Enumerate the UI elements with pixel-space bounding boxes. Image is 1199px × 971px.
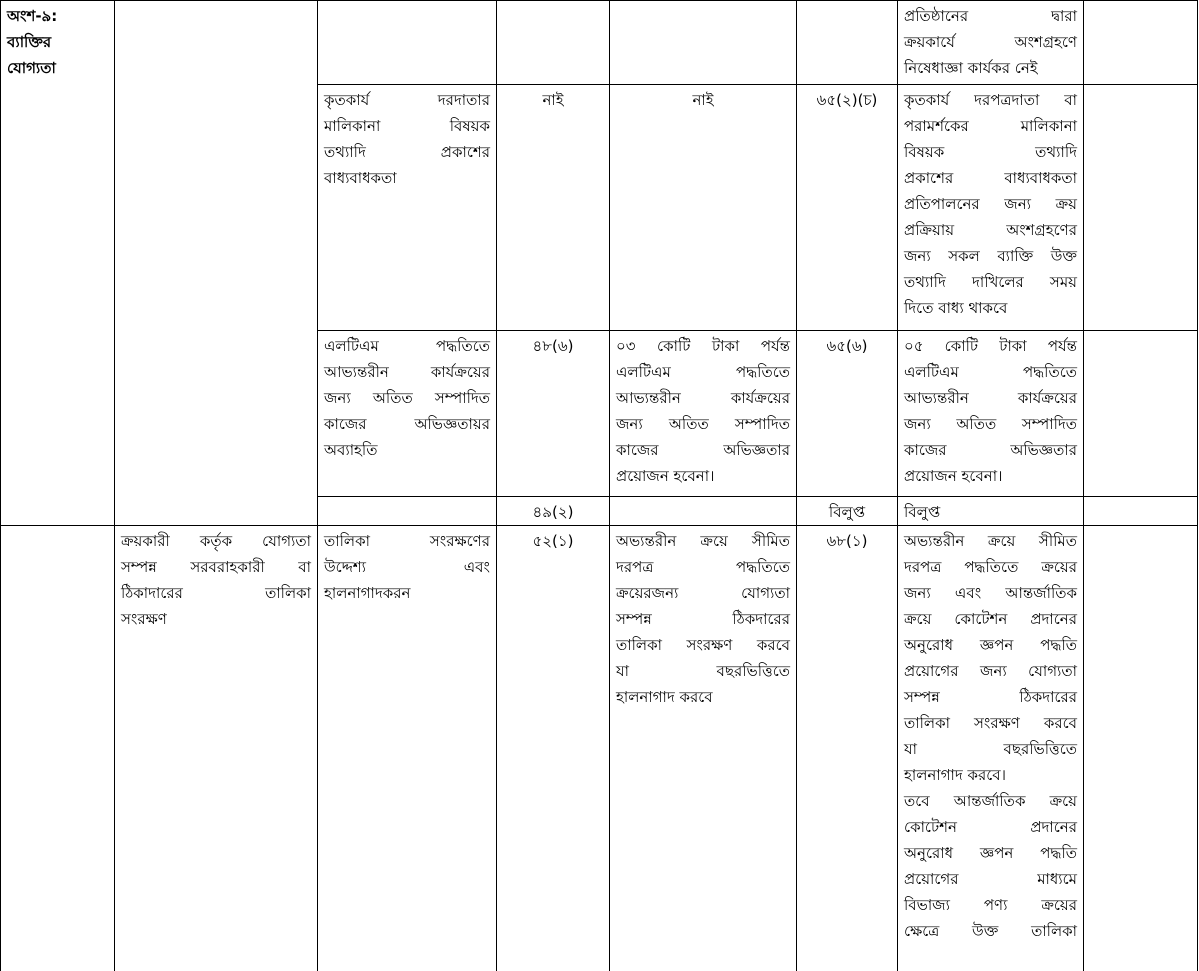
- text-line: ক্ষেত্রে উক্ত তালিকা: [904, 922, 1077, 940]
- old-text-cell: [610, 497, 797, 526]
- text-line: নিষেধাজ্ঞা কার্যকর নেই: [904, 59, 1038, 77]
- text-line: প্রয়োগের মাধ্যমে: [904, 870, 1077, 888]
- text-line: সম্পন্ন সরবরাহকারী বা: [121, 558, 311, 576]
- new-text-cell: [898, 1, 1084, 85]
- remarks-cell: [1084, 1, 1198, 85]
- text-line: কোটেশন প্রদানের: [904, 818, 1077, 836]
- old-rule-cell: [497, 331, 610, 497]
- new-rule-cell: [797, 497, 898, 526]
- topic-cell: [318, 331, 497, 497]
- text-line: অনুরোধ জ্ঞপন পদ্ধতি: [904, 844, 1077, 862]
- text-line: ক্রয়কার্যে অংশগ্রহণে: [904, 33, 1077, 51]
- text-line: ক্রয়ে কোটেশন প্রদানের: [904, 610, 1077, 628]
- text-line: হালনাগাদ করবে: [616, 688, 713, 706]
- text-line: প্রয়োগের জন্য যোগ্যতা: [904, 662, 1077, 680]
- topic-cell: [318, 85, 497, 331]
- text-line: অনুরোধ জ্ঞপন পদ্ধতি: [904, 636, 1077, 654]
- new-rule-cell: [797, 1, 898, 85]
- text-line: প্রয়োজন হবেনা।: [904, 467, 1003, 485]
- table-row: [1, 1, 1198, 85]
- text-line: আভ্যন্তরীন কার্যক্রয়ের: [616, 389, 790, 407]
- text-line: এলটিএম পদ্ধতিতে: [616, 363, 790, 381]
- old-rule-number: ৫২(১): [532, 532, 574, 550]
- text-line: জন্য অতিত সম্পাদিত: [904, 415, 1077, 433]
- old-text-cell: [610, 331, 797, 497]
- topic-cell: [318, 1, 497, 85]
- text-line: জন্য সকল ব্যাক্তি উক্ত: [904, 247, 1077, 265]
- text-line: জন্য অতিত সম্পাদিত: [324, 389, 490, 407]
- text-line: জন্য এবং আন্তর্জাতিক: [904, 584, 1077, 602]
- text-line: হালনাগাদকরন: [324, 584, 411, 602]
- text-line: তথ্যাদি প্রকাশের: [324, 143, 490, 161]
- text-line: তালিকা সংরক্ষণ করবে: [904, 714, 1077, 732]
- new-rule-number: ৬৮(১): [826, 532, 868, 550]
- subject-cell: [115, 1, 318, 526]
- text-line: তালিকা সংরক্ষণ করবে: [616, 636, 790, 654]
- text-line: এলটিএম পদ্ধতিতে: [324, 337, 490, 355]
- new-rule-number: বিলুপ্ত: [828, 503, 866, 521]
- remarks-cell: [1084, 331, 1198, 497]
- old-rule-cell: [497, 497, 610, 526]
- text-line: বাধ্যবাধকতা: [324, 169, 397, 187]
- text-line: তালিকা সংরক্ষণের: [324, 532, 490, 550]
- old-rule-cell: [497, 526, 610, 971]
- old-text-cell: [610, 1, 797, 85]
- section-label-line: যোগ্যতা: [7, 59, 56, 77]
- new-text-cell: [898, 526, 1084, 971]
- old-rule-number: ৪৯(২): [532, 503, 574, 521]
- text-line: আভ্যন্তরীন কার্যক্রয়ের: [324, 363, 490, 381]
- text-line: প্রয়োজন হবেনা।: [616, 467, 715, 485]
- text-line: প্রতিপালনের জন্য ক্রয়: [904, 195, 1077, 213]
- new-text-cell: [898, 85, 1084, 331]
- old-text-cell: [610, 85, 797, 331]
- new-rule-number: ৬৫(২)(চ): [816, 91, 878, 109]
- old-rule-number: নাই: [542, 91, 564, 109]
- text-line: জন্য অতিত সম্পাদিত: [616, 415, 790, 433]
- new-rule-cell: [797, 85, 898, 331]
- text-line: সম্পন্ন ঠিকদারের: [904, 688, 1077, 706]
- text-line: পরামর্শকের মালিকানা: [904, 117, 1077, 135]
- text-line: দরপত্র পদ্ধতিতে ক্রয়ের: [904, 558, 1077, 576]
- text-line: কৃতকার্য দরপত্রদাতা বা: [904, 91, 1077, 109]
- remarks-cell: [1084, 497, 1198, 526]
- text-line: ঠিকাদারের তালিকা: [121, 584, 311, 602]
- section-label-cell: [1, 1, 115, 526]
- new-rule-number: ৬৫(৬): [826, 337, 868, 355]
- text-line: এলটিএম পদ্ধতিতে: [904, 363, 1077, 381]
- text-line: ক্রয়েরজন্য যোগ্যতা: [616, 584, 790, 602]
- text-line: সম্পন্ন ঠিকদারের: [616, 610, 790, 628]
- old-rule-number: ৪৮(৬): [532, 337, 574, 355]
- text-line: ০৫ কোটি টাকা পর্যন্ত: [904, 337, 1077, 355]
- old-text-cell: [610, 526, 797, 971]
- section-label-line: ব্যাক্তির: [7, 33, 52, 51]
- text-line: হালনাগাদ করবে।: [904, 766, 1007, 784]
- text-line: বিষয়ক তথ্যাদি: [904, 143, 1077, 161]
- topic-cell: [318, 497, 497, 526]
- old-rule-cell: [497, 1, 610, 85]
- new-rule-cell: [797, 331, 898, 497]
- text-line: প্রতিষ্ঠানের দ্বারা: [904, 7, 1077, 25]
- section-label-cell: [1, 526, 115, 971]
- text-line: কাজের অভিজ্ঞতার: [904, 441, 1077, 459]
- topic-cell: [318, 526, 497, 971]
- text-line: দিতে বাধ্য থাকবে: [904, 299, 1008, 317]
- text-line: অভ্যন্তরীন ক্রয়ে সীমিত: [904, 532, 1077, 550]
- text-line: কৃতকার্য দরদাতার: [324, 91, 490, 109]
- text-line: প্রক্রিয়ায় অংশগ্রহণের: [904, 221, 1077, 239]
- text-line: বিভাজ্য পণ্য ক্রয়ের: [904, 896, 1077, 914]
- text-line: কাজের অভিজ্ঞতার: [616, 441, 790, 459]
- text-line: কাজের অভিজ্ঞতায়র: [324, 415, 490, 433]
- table-row: [1, 526, 1198, 971]
- remarks-cell: [1084, 526, 1198, 971]
- new-rule-text: বিলুপ্ত: [904, 503, 941, 521]
- text-line: অভ্যন্তরীন ক্রয়ে সীমিত: [616, 532, 790, 550]
- text-line: সংরক্ষণ: [121, 610, 167, 628]
- section-label-line: অংশ-৯:: [7, 7, 58, 25]
- text-line: আভ্যন্তরীন কার্যক্রয়ের: [904, 389, 1077, 407]
- text-line: উদ্দেশ্য এবং: [324, 558, 490, 576]
- text-line: অব্যাহতি: [324, 441, 378, 459]
- text-line: দরপত্র পদ্ধতিতে: [616, 558, 790, 576]
- subject-cell: [115, 526, 318, 971]
- new-rule-cell: [797, 526, 898, 971]
- remarks-cell: [1084, 85, 1198, 331]
- text-line: যা বছরভিত্তিতে: [904, 740, 1077, 758]
- new-text-cell: [898, 497, 1084, 526]
- text-line: তথ্যাদি দাখিলের সময়: [904, 273, 1077, 291]
- text-line: মালিকানা বিষয়ক: [324, 117, 490, 135]
- text-line: যা বছরভিত্তিতে: [616, 662, 790, 680]
- text-line: ক্রয়কারী কর্তৃক যোগ্যতা: [121, 532, 311, 550]
- old-rule-cell: [497, 85, 610, 331]
- new-text-cell: [898, 331, 1084, 497]
- text-line: প্রকাশের বাধ্যবাধকতা: [904, 169, 1077, 187]
- text-line: তবে আন্তর্জাতিক ক্রয়ে: [904, 792, 1077, 810]
- text-line: ০৩ কোটি টাকা পর্যন্ত: [616, 337, 790, 355]
- old-rule-text: নাই: [692, 91, 714, 109]
